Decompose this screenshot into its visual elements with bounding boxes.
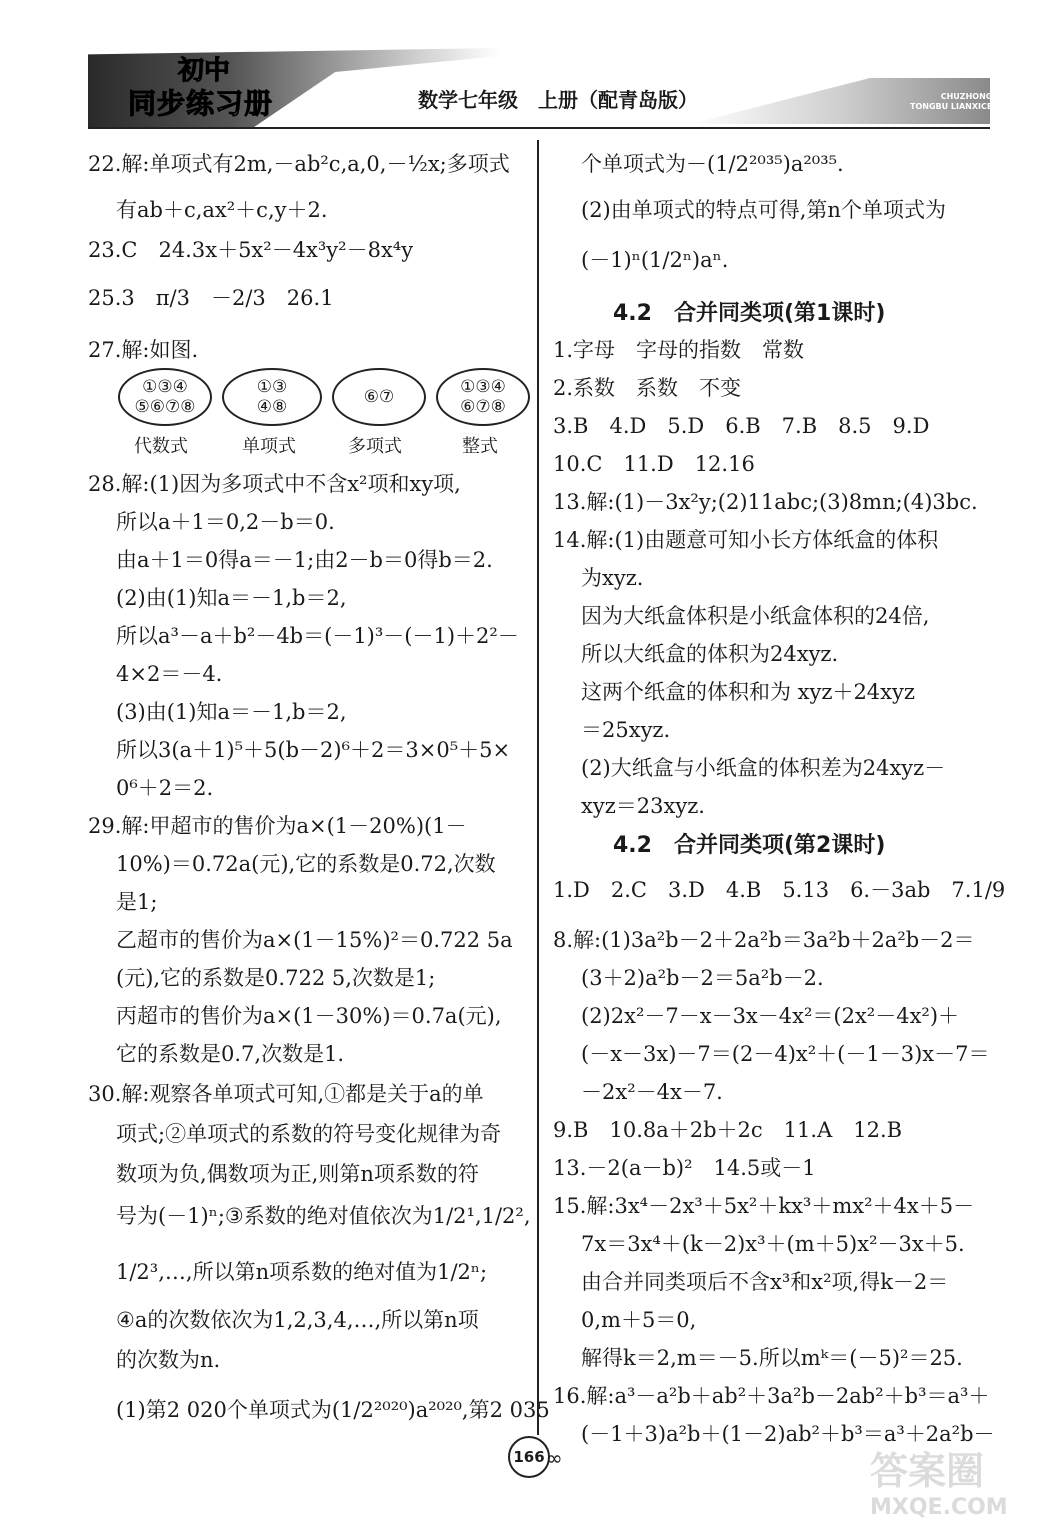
answer-line: xyz＝23xyz. [581,794,705,818]
section-heading: 4.2 合并同类项(第2课时) [613,833,886,858]
answer-line: 有ab＋c,ax²＋c,y＋2. [116,198,328,222]
watermark-logo [870,1440,1030,1536]
answer-line: 30.解:观察各单项式可知,①都是关于a的单 [88,1082,484,1106]
oval-algebraic [118,368,212,426]
oval-monomial [222,368,322,426]
answer-line: 27.解:如图. [88,338,199,362]
answer-line: (3)由(1)知a＝－1,b＝2, [116,700,347,724]
answer-line: (3＋2)a²b－2＝5a²b－2. [581,966,824,990]
oval-line: ⑥⑦ [363,387,395,407]
answer-line: (－1)ⁿ(1/2ⁿ)aⁿ. [581,248,729,272]
answer-line: (－x－3x)－7＝(2－4)x²＋(－1－3)x－7＝ [581,1042,990,1066]
answer-line: 13.－2(a－b)² 14.5或－1 [553,1156,816,1180]
oval-line: ①③④ [460,377,506,397]
pinyin-line2: TONGBU LIANXICE [910,102,993,111]
answer-line: 所以3(a＋1)⁵＋5(b－2)⁶＋2＝3×0⁵＋5× [116,738,511,762]
section-heading: 4.2 合并同类项(第1课时) [613,301,886,326]
answer-line: 所以a＋1＝0,2－b＝0. [116,510,335,534]
answer-line: 1/2³,…,所以第n项系数的绝对值为1/2ⁿ; [116,1260,488,1284]
oval-polynomial [332,368,426,426]
answer-line: 由a＋1＝0得a＝－1;由2－b＝0得b＝2. [116,548,493,572]
watermark-main: 答案圈 [870,1449,985,1493]
answer-line: 16.解:a³－a²b＋ab²＋3a²b－2ab²＋b³＝a³＋ [553,1384,990,1408]
logo-line2: 同步练习册 [128,87,274,120]
answer-line: 14.解:(1)由题意可知小长方体纸盒的体积 [553,528,939,552]
oval-label: 代数式 [134,436,188,457]
oval-line: ①③ [256,377,288,397]
answer-line: 它的系数是0.7,次数是1. [116,1042,345,1066]
watermark-sub: MXQE.COM [870,1495,1008,1520]
answer-line: 1.字母 字母的指数 常数 [553,338,805,362]
answer-line: 10%)＝0.72a(元),它的系数是0.72,次数 [116,852,496,876]
answer-line: (2)大纸盒与小纸盒的体积差为24xyz－ [581,756,946,780]
header-rule [88,127,990,129]
answer-line: (1)第2 020个单项式为(1/2²⁰²⁰)a²⁰²⁰,第2 035 [116,1398,550,1422]
answer-line: 4×2＝－4. [116,662,223,686]
answer-line: 数项为负,偶数项为正,则第n项系数的符 [116,1162,479,1186]
column-divider [537,140,539,1435]
answer-line: 0⁶＋2＝2. [116,776,214,800]
oval-line: ⑥⑦⑧ [460,397,506,417]
answer-line: 所以大纸盒的体积为24xyz. [581,642,839,666]
answer-line: 13.解:(1)－3x²y;(2)11abc;(3)8mn;(4)3bc. [553,490,978,514]
answer-line: (2)由单项式的特点可得,第n个单项式为 [581,198,946,222]
answer-line: (－1＋3)a²b＋(1－2)ab²＋b³＝a³＋2a²b－ [581,1422,995,1446]
answer-line: 15.解:3x⁴－2x³＋5x²＋kx³＋mx²＋4x＋5－ [553,1194,975,1218]
answer-line: 28.解:(1)因为多项式中不含x²项和xy项, [88,472,461,496]
page-number: 166 [508,1436,550,1478]
answer-line: 23.C 24.3x＋5x²－4x³y²－8x⁴y [88,238,414,262]
oval-label: 多项式 [348,436,402,457]
answer-line: 3.B 4.D 5.D 6.B 7.B 8.5 9.D [553,414,930,438]
oval-label: 单项式 [242,436,296,457]
logo-line1: 初中 [178,56,231,86]
book-title: 数学七年级 上册（配青岛版） [418,88,698,112]
page-header [0,0,1043,135]
answer-line: ④a的次数依次为1,2,3,4,…,所以第n项 [116,1308,479,1332]
answer-line: 是1; [116,890,158,914]
oval-integral [436,368,530,426]
answer-line: 由合并同类项后不含x³和x²项,得k－2＝ [581,1270,949,1294]
answer-line: 的次数为n. [116,1348,221,1372]
answer-line: (2)由(1)知a＝－1,b＝2, [116,586,347,610]
answer-line: 解得k＝2,m＝－5.所以mᵏ＝(－5)²＝25. [581,1346,963,1370]
answer-line: 0,m＋5＝0, [581,1308,697,1332]
set-diagram [118,368,548,457]
answer-line: ＝25xyz. [581,718,671,742]
answer-line: 项式;②单项式的系数的符号变化规律为奇 [116,1122,502,1146]
oval-line: ⑤⑥⑦⑧ [134,397,196,417]
answer-line: 丙超市的售价为a×(1－30%)＝0.7a(元), [116,1004,502,1028]
answer-line: 为xyz. [581,566,644,590]
pinyin-line1: CHUZHONG [940,92,993,101]
pinyin-label [910,92,992,112]
answer-line: 这两个纸盒的体积和为 xyz＋24xyz [581,680,915,704]
answer-line: 1.D 2.C 3.D 4.B 5.13 6.－3ab 7.1/9 [553,878,1006,902]
answer-line: 号为(－1)ⁿ;③系数的绝对值依次为1/2¹,1/2², [116,1204,531,1228]
answer-line: 所以a³－a＋b²－4b＝(－1)³－(－1)＋2²－ [116,624,519,648]
answer-line: 因为大纸盒体积是小纸盒体积的24倍, [581,604,930,628]
answer-line: 2.系数 系数 不变 [553,376,742,400]
oval-line: ④⑧ [256,397,288,417]
answer-line: 9.B 10.8a＋2b＋2c 11.A 12.B [553,1118,903,1142]
answer-line: 10.C 11.D 12.16 [553,452,755,476]
answer-line: 22.解:单项式有2m,－ab²c,a,0,－½x;多项式 [88,152,510,176]
answer-line: (元),它的系数是0.722 5,次数是1; [116,966,436,990]
answer-line: －2x²－4x－7. [581,1080,723,1104]
answer-line: 个单项式为－(1/2²⁰³⁵)a²⁰³⁵. [581,152,844,176]
answer-line: 8.解:(1)3a²b－2＋2a²b＝3a²b＋2a²b－2＝ [553,928,975,952]
oval-line: ①③④ [142,377,188,397]
answer-line: 25.3 π/3 －2/3 26.1 [88,286,334,310]
answer-line: (2)2x²－7－x－3x－4x²＝(2x²－4x²)＋ [581,1004,960,1028]
answer-line: 29.解:甲超市的售价为a×(1－20%)(1－ [88,814,467,838]
answer-line: 7x＝3x⁴＋(k－2)x³＋(m＋5)x²－3x＋5. [581,1232,965,1256]
oval-label: 整式 [462,436,498,457]
page-number-decor-icon: ∞ [546,1446,563,1470]
answer-line: 乙超市的售价为a×(1－15%)²＝0.722 5a [116,928,513,952]
